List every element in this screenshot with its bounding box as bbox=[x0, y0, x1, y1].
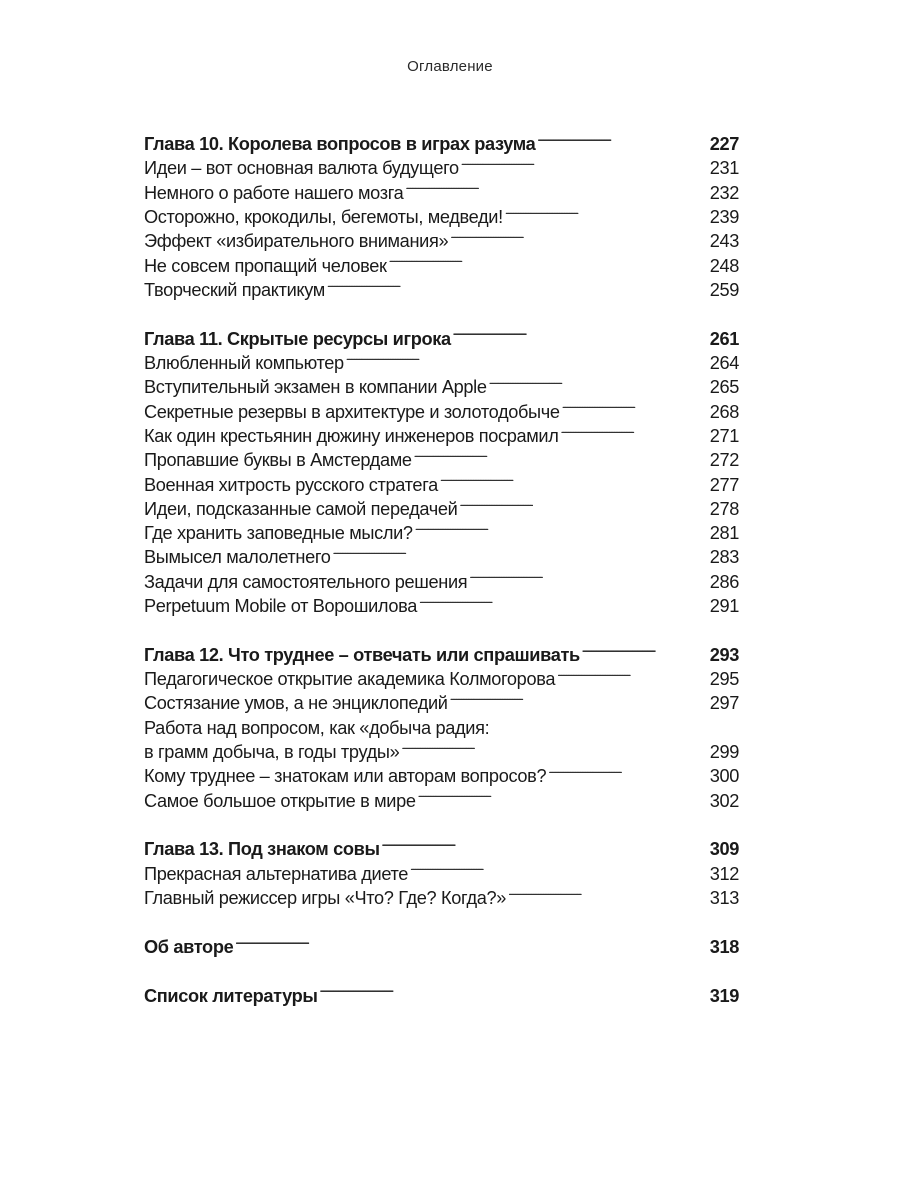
toc-page-number: 278 bbox=[709, 498, 739, 519]
toc-entry-row[interactable] bbox=[144, 205, 739, 229]
dot-leader bbox=[440, 472, 708, 490]
toc-entry-title: Идеи – вот основная валюта будущего bbox=[144, 158, 459, 179]
dot-leader bbox=[235, 935, 707, 953]
toc-page-number: 312 bbox=[709, 863, 739, 884]
toc-entry-row[interactable] bbox=[144, 448, 739, 472]
toc-page-number: 277 bbox=[709, 474, 739, 495]
toc-entry-title: Идеи, подсказанные самой передачей bbox=[144, 498, 458, 519]
toc-page-number: 300 bbox=[709, 766, 739, 787]
toc-page-number: 272 bbox=[709, 450, 739, 471]
toc-entry-title: Вымысел малолетнего bbox=[144, 547, 331, 568]
dot-leader bbox=[418, 788, 708, 806]
dot-leader bbox=[537, 132, 707, 150]
toc-chapter-row[interactable] bbox=[144, 935, 739, 959]
toc-entry-row[interactable] bbox=[144, 181, 739, 205]
dot-leader bbox=[561, 424, 708, 442]
toc-page-number: 283 bbox=[709, 547, 739, 568]
dot-leader bbox=[401, 740, 707, 758]
dot-leader bbox=[459, 497, 707, 515]
toc-section-bibliography bbox=[144, 983, 739, 1007]
toc-entry-row[interactable] bbox=[144, 740, 739, 764]
dot-leader bbox=[405, 181, 707, 199]
toc-entry-row[interactable] bbox=[144, 351, 739, 375]
toc-entry-title: Состязание умов, а не энциклопедий bbox=[144, 693, 448, 714]
toc-entry-title: Эффект «избирательного внимания» bbox=[144, 231, 449, 252]
dot-leader bbox=[346, 351, 708, 369]
toc-page-number: 227 bbox=[709, 134, 739, 155]
toc-entry-row[interactable] bbox=[144, 497, 739, 521]
dot-leader bbox=[389, 253, 708, 271]
toc-entry-row[interactable] bbox=[144, 594, 739, 618]
toc-entry-title: Самое большое открытие в мире bbox=[144, 790, 416, 811]
toc-chapter-title: Глава 10. Королева вопросов в играх разума bbox=[144, 134, 536, 155]
toc-entry-title: Не совсем пропащий человек bbox=[144, 255, 387, 276]
toc-page-number: 231 bbox=[709, 158, 739, 179]
dot-leader bbox=[414, 448, 708, 466]
toc-chapter-title: Об авторе bbox=[144, 936, 234, 957]
toc-page-number: 297 bbox=[709, 693, 739, 714]
toc-entry-row[interactable] bbox=[144, 764, 739, 788]
dot-leader bbox=[461, 156, 708, 174]
dot-leader bbox=[469, 570, 707, 588]
toc-section-chapter-13 bbox=[144, 837, 739, 910]
toc-entry-title: Прекрасная альтернатива диете bbox=[144, 863, 409, 884]
toc-section-about-author bbox=[144, 935, 739, 959]
dot-leader bbox=[450, 229, 707, 247]
toc-entry-row[interactable] bbox=[144, 229, 739, 253]
toc-page-number: 232 bbox=[709, 182, 739, 203]
toc-entry-title: Немного о работе нашего мозга bbox=[144, 182, 404, 203]
toc-entry-row[interactable] bbox=[144, 545, 739, 569]
toc-page-number: 295 bbox=[709, 669, 739, 690]
toc-chapter-row[interactable] bbox=[144, 643, 739, 667]
toc-entry-title: Perpetuum Mobile от Ворошилова bbox=[144, 596, 417, 617]
dot-leader bbox=[557, 667, 708, 685]
toc-entry-title: Осторожно, крокодилы, бегемоты, медведи! bbox=[144, 207, 503, 228]
toc-page-number: 302 bbox=[709, 790, 739, 811]
toc-entry-title: Задачи для самостоятельного решения bbox=[144, 571, 468, 592]
toc-entry-row[interactable] bbox=[144, 253, 739, 277]
toc-entry-row[interactable] bbox=[144, 521, 739, 545]
dot-leader bbox=[410, 862, 708, 880]
toc-chapter-row[interactable] bbox=[144, 132, 739, 156]
dot-leader bbox=[508, 886, 708, 904]
toc-entry-title: Главный режиссер игры «Что? Где? Когда?» bbox=[144, 888, 507, 908]
toc-page-number: 268 bbox=[709, 401, 739, 422]
toc-chapter-title: Глава 12. Что труднее – отвечать или спрашивать bbox=[144, 644, 580, 665]
toc-entry-title: Вступительный экзамен в компании Apple bbox=[144, 377, 487, 398]
toc-entry-row[interactable] bbox=[144, 424, 739, 448]
toc-page-number: 239 bbox=[709, 207, 739, 228]
toc-entry-row-continued[interactable] bbox=[144, 716, 739, 740]
dot-leader bbox=[320, 983, 708, 1001]
toc-entry-row[interactable] bbox=[144, 399, 739, 423]
dot-leader bbox=[453, 327, 708, 345]
dot-leader bbox=[327, 278, 708, 296]
toc-entry-row[interactable] bbox=[144, 278, 739, 302]
toc-entry-row[interactable] bbox=[144, 862, 739, 886]
toc-entry-row[interactable] bbox=[144, 886, 739, 910]
toc-page-number: 293 bbox=[709, 644, 739, 665]
toc-chapter-row[interactable] bbox=[144, 327, 739, 351]
toc-entry-title: Как один крестьянин дюжину инженеров посрамил bbox=[144, 425, 559, 446]
toc-entry-row[interactable] bbox=[144, 788, 739, 812]
toc-page-number: 261 bbox=[709, 328, 739, 349]
toc-section-chapter-11 bbox=[144, 327, 739, 619]
dot-leader bbox=[562, 399, 708, 417]
toc-entry-title: Военная хитрость русского стратега bbox=[144, 474, 438, 495]
toc-page-number: 313 bbox=[709, 888, 739, 908]
toc-page-number: 248 bbox=[709, 255, 739, 276]
toc-entry-row[interactable] bbox=[144, 691, 739, 715]
toc-page-number: 299 bbox=[709, 742, 739, 763]
dot-leader bbox=[415, 521, 708, 539]
toc-entry-title: в грамм добыча, в годы труды» bbox=[144, 742, 400, 763]
toc-section-chapter-10 bbox=[144, 132, 739, 302]
toc-chapter-title: Список литературы bbox=[144, 985, 318, 1006]
dot-leader bbox=[489, 375, 708, 393]
table-of-contents bbox=[144, 132, 739, 1032]
toc-page-number: 286 bbox=[709, 571, 739, 592]
toc-page-number: 309 bbox=[709, 839, 739, 860]
page-header: Оглавление bbox=[407, 58, 493, 75]
dot-leader bbox=[450, 691, 708, 709]
dot-leader bbox=[382, 837, 708, 855]
toc-chapter-row[interactable] bbox=[144, 837, 739, 861]
toc-entry-row[interactable] bbox=[144, 472, 739, 496]
toc-chapter-row[interactable] bbox=[144, 983, 739, 1007]
toc-entry-title: Где хранить заповедные мысли? bbox=[144, 523, 413, 544]
toc-entry-row[interactable] bbox=[144, 156, 739, 180]
dot-leader bbox=[548, 764, 707, 782]
dot-leader bbox=[333, 545, 708, 563]
toc-page-number: 264 bbox=[709, 353, 739, 374]
toc-page-number: 265 bbox=[709, 377, 739, 398]
toc-entry-title: Секретные резервы в архитектуре и золотодобыче bbox=[144, 401, 560, 422]
toc-chapter-title: Глава 11. Скрытые ресурсы игрока bbox=[144, 328, 451, 349]
toc-chapter-title: Глава 13. Под знаком совы bbox=[144, 839, 380, 860]
toc-page-number: 243 bbox=[709, 231, 739, 252]
toc-entry-title: Кому труднее – знатокам или авторам вопросов? bbox=[144, 766, 547, 787]
toc-page-number: 271 bbox=[709, 425, 739, 446]
toc-page-number: 291 bbox=[709, 596, 739, 617]
toc-entry-title: Педагогическое открытие академика Колмогорова bbox=[144, 669, 556, 690]
toc-page-number: 259 bbox=[709, 279, 739, 300]
toc-entry-title: Работа над вопросом, как «добыча радия: bbox=[144, 717, 490, 738]
toc-page-number: 318 bbox=[709, 936, 739, 957]
toc-entry-row[interactable] bbox=[144, 375, 739, 399]
toc-section-chapter-12 bbox=[144, 643, 739, 813]
dot-leader bbox=[419, 594, 708, 612]
toc-page-number: 319 bbox=[709, 985, 739, 1006]
toc-page-number: 281 bbox=[709, 523, 739, 544]
toc-entry-row[interactable] bbox=[144, 570, 739, 594]
dot-leader bbox=[505, 205, 708, 223]
toc-entry-title: Творческий практикум bbox=[144, 279, 325, 300]
toc-entry-title: Влюбленный компьютер bbox=[144, 353, 344, 374]
dot-leader bbox=[582, 643, 708, 661]
toc-entry-row[interactable] bbox=[144, 667, 739, 691]
toc-entry-title: Пропавшие буквы в Амстердаме bbox=[144, 450, 412, 471]
